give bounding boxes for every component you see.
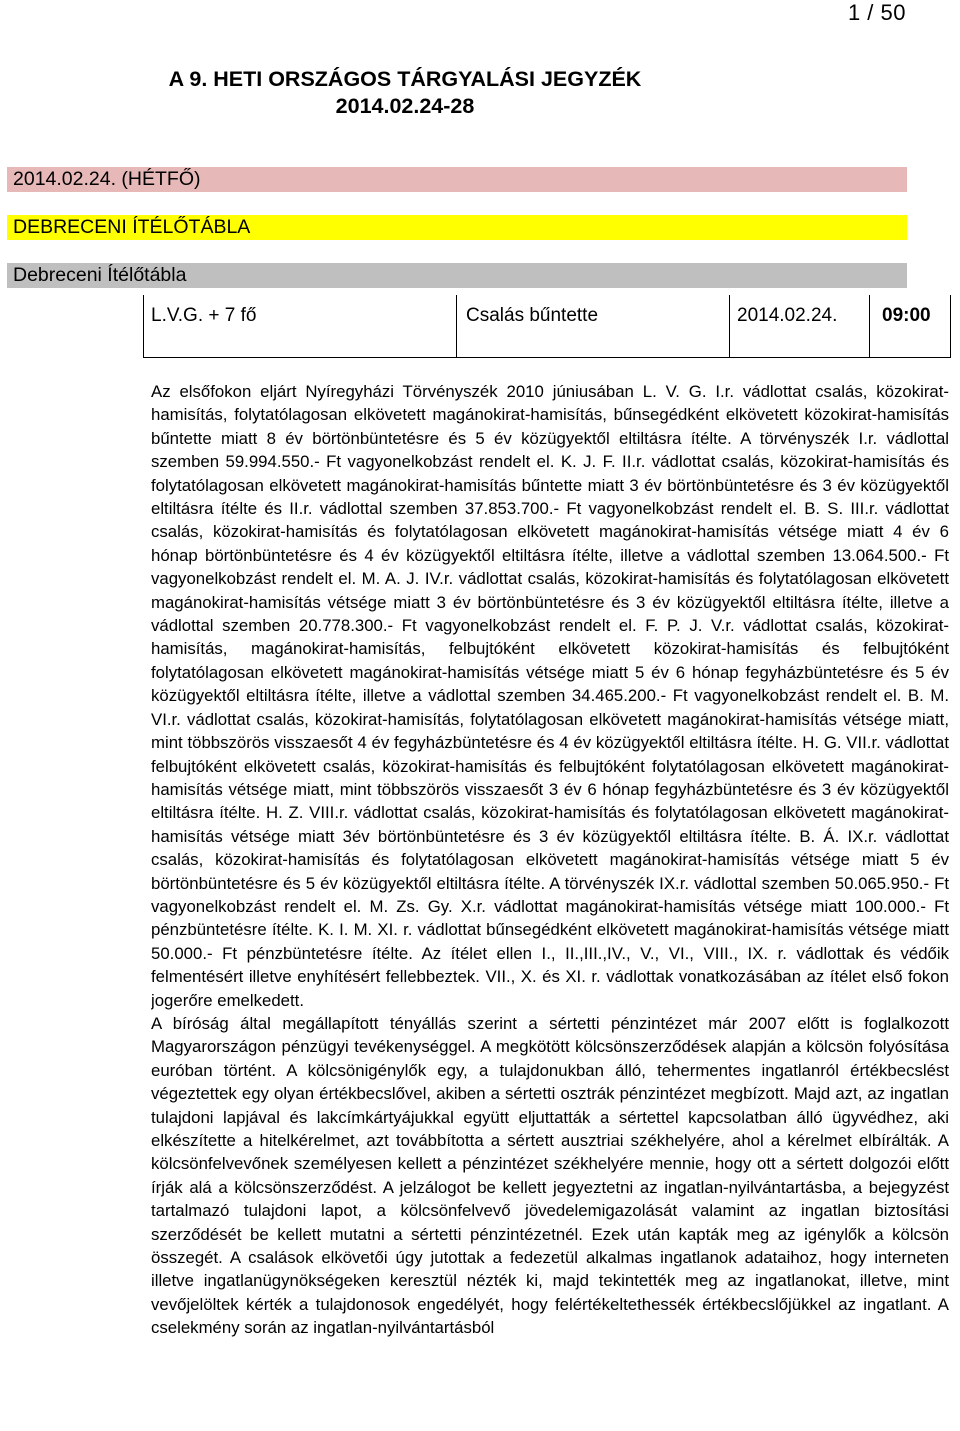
- court-heading: DEBRECENI ÍTÉLŐTÁBLA: [7, 215, 907, 240]
- case-crime: Csalás bűntette: [457, 295, 730, 357]
- case-description-paragraph: Az elsőfokon eljárt Nyíregyházi Törvényszék 2010 júniusában L. V. G. I.r. vádlottat csalás, közokirat-hamisítás, folytatólagosan elkövetett magánokirat-hamisítás, bűnsegédként elkövetett közokirat-hamisítás bűntette miatt 8 év börtönbüntetésre és 5 év közügyektől eltiltásra ítélte. A törvényszék I.r. vádlottal szemben 59.994.550.- Ft vagyonelkobzást rendelt el. K. J. F. II.r. vádlottat csalás, közokirat-hamisítás és folytatólagosan elkövetett magánokirat-hamisítás bűntette miatt 3 év börtönbüntetésre és 3 év közügyektől eltiltásra ítélte és II.r. vádlottal szemben 37.853.700.- Ft vagyonelkobzást rendelt el. B. S. III.r. vádlottat csalás, közokirat-hamisítás és folytatólagosan elkövetett magánokirat-hamisítás vétsége miatt 4 év 6 hónap börtönbüntetésre és 4 év közügyektől eltiltásra ítélte, illetve a vádlottal szemben 13.064.500.- Ft vagyonelkobzást rendelt el. M. A. J. IV.r. vádlottat csalás, közokirat-hamisítás és folytatólagosan elkövetett magánokirat-hamisítás vétsége miatt 3 év börtönbüntetésre és 3 év közügyektől eltiltásra ítélte, illetve a vádlottal szemben 20.778.300.- Ft vagyonelkobzást rendelt el. F. P. J. V.r. vádlottat csalás, közokirat-hamisítás, magánokirat-hamisítás, felbujtóként elkövetett közokirat-hamisítás és felbujtóként folytatólagosan elkövetett magánokirat-hamisítás vétsége miatt 5 év 6 hónap fegyházbüntetésre és 5 év közügyektől eltiltásra ítélte, illetve a vádlottal szemben 34.465.200.- Ft vagyonelkobzást rendelt el. B. M. VI.r. vádlottat csalás, közokirat-hamisítás, folytatólagosan elkövetett magánokirat-hamisítás vétsége miatt, mint többszörös visszaesőt 4 év fegyházbüntetésre és 4 év közügyektől eltiltásra ítélte. H. G. VII.r. vádlottat felbujtóként elkövetett csalás, közokirat-hamisítás és felbujtóként folytatólagosan elkövetett magánokirat-hamisítás vétsége miatt, mint többszörös visszaesőt 3 év 6 hónap fegyházbüntetésre és 3 év közügyektől eltiltásra ítélte. H. Z. VIII.r. vádlottat csalás, közokirat-hamisítás és folytatólagosan elkövetett magánokirat-hamisítás vétsége miatt 3év börtönbüntetésre és 3 év közügyektől eltiltásra ítélte. B. Á. IX.r. vádlottat csalás, közokirat-hamisítás és folytatólagosan elkövetett magánokirat-hamisítás vétsége miatt 5 év börtönbüntetésre és 5 év közügyektől eltiltásra ítélte. A törvényszék IX.r. vádlottal szemben 50.065.950.- Ft vagyonelkobzást rendelt el. M. Zs. Gy. X.r. vádlottat magánokirat-hamisítás vétsége miatt 100.000.- Ft pénzbüntetésre ítélte. K. I. M. XI. r. vádlottat bűnsegédként elkövetett magánokirat-hamisítás vétsége miatt 50.000.- Ft pénzbüntetésre ítélte. Az ítélet ellen I., II.,III.,IV., V., VI., VIII., IX. r. vádlottak és védőik felmentésért illetve enyhítésért fellebbeztek. VII., X. és XI. r. vádlottak vonatkozásában az ítélet első fokon jogerőre emelkedett.: [151, 382, 949, 1010]
- court-subheading: Debreceni Ítélőtábla: [7, 263, 907, 288]
- document-title-line: A 9. HETI ORSZÁGOS TÁRGYALÁSI JEGYZÉK: [168, 67, 642, 91]
- document-title: [0, 66, 810, 120]
- case-row: [143, 295, 951, 358]
- document-date-range: 2014.02.24-28: [335, 94, 475, 118]
- day-heading: 2014.02.24. (HÉTFŐ): [7, 167, 907, 192]
- page-number: 1 / 50: [847, 0, 906, 25]
- case-parties: L.V.G. + 7 fő: [144, 295, 457, 357]
- case-time: 09:00: [882, 305, 931, 326]
- case-description: [151, 380, 949, 1428]
- case-date: 2014.02.24.: [730, 295, 870, 357]
- case-description-paragraph: A bíróság által megállapított tényállás szerint a sértetti pénzintézet már 2007 előtt is foglalkozott Magyarországon pénzügyi tevékenységgel. A megkötött kölcsönszerződések alapján a kölcsön folyósítása euróban történt. A kölcsönigénylők egy, a tulajdonukban álló, tehermentes ingatlanról értékbecslést végeztettek egy olyan értékbecslővel, akiben a sértetti osztrák pénzintézet megbízott. Majd azt, az ingatlan tulajdoni lapjával és lakcímkártyájukkal együtt eljuttatták a sértettel kapcsolatban álló ügyvédhez, aki elkészítette a hitelkérelmet, azt továbbította a sértett ausztriai székhelyére, ahol a kérelmet elbírálták. A kölcsönfelvevőnek személyesen kellett a pénzintézet székhelyére mennie, hogy ott a sértett dolgozói előtt írják alá a kölcsönszerződést. A jelzálogot be kellett jegyeztetni az ingatlan-nyilvántartásba, a bejegyzést tartalmazó tulajdoni lapot, a kölcsönfelvevő jövedelemigazolását valamint az ingatlan biztosítási szerződését be kellett mutatni a sértetti pénzintézetnél. Ezek után kapták meg az igénylők a kölcsön összegét. A csalások elkövetői úgy jutottak a fedezetül alkalmas ingatlanok adataihoz, hogy interneten illetve ingatlanügynökségeken keresztül nézték ki, majd tekintették meg az ingatlanokat, illetve, mint vevőjelöltek kérték a tulajdonosok engedélyét, hogy felértékeltethessék értékbecslőjükkel az ingatlant. A cselekmény során az ingatlan-nyilvántartásból: [151, 1013, 949, 1338]
